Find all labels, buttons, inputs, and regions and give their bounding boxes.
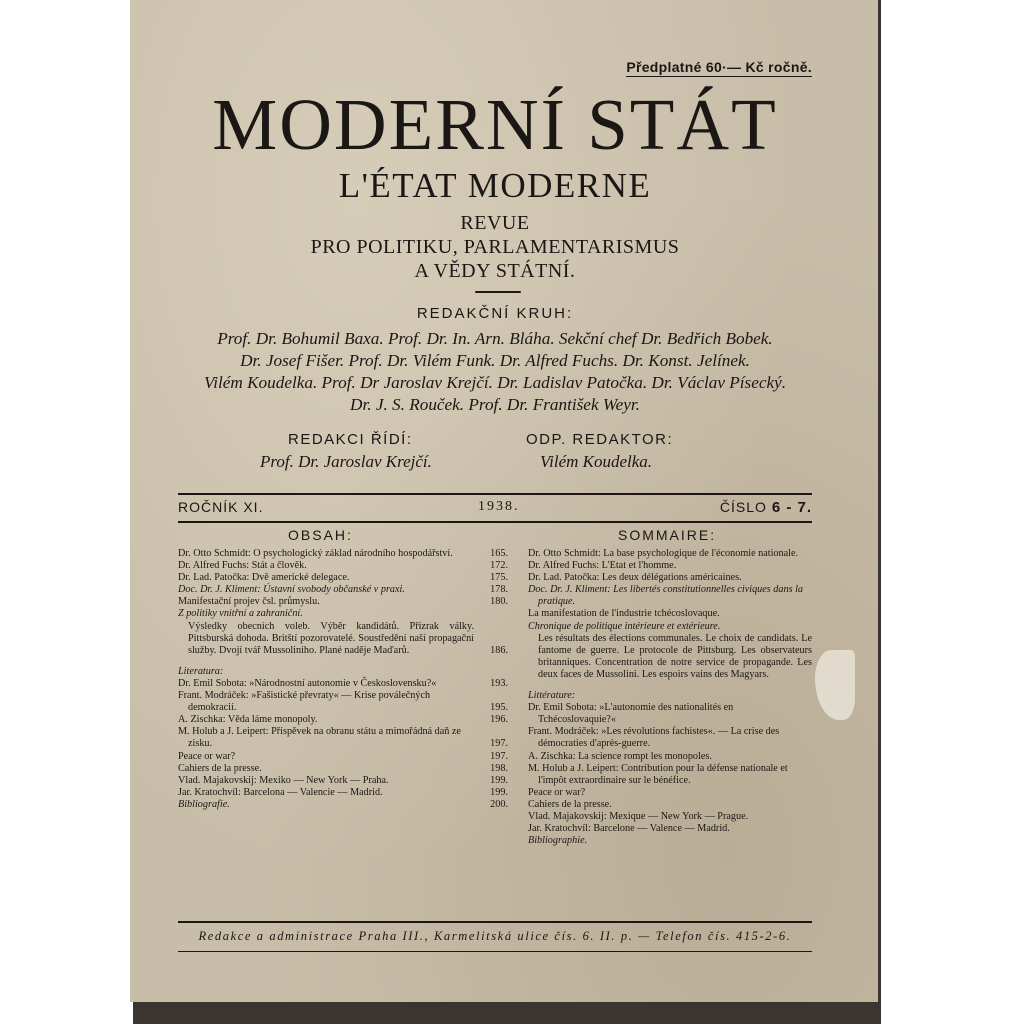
toc-entry: Jar. Kratochvíl: Barcelona — Valencie — Madrid. 199. [178,786,508,798]
journal-description [178,211,812,283]
managing-editor-label: REDAKCI ŘÍDÍ: [288,431,413,448]
page-number: 199. [490,786,508,798]
page-number: 196. [490,714,508,726]
volume: ROČNÍK XI. [178,499,264,515]
toc-entry: Dr. Alfred Fuchs: L'Etat et l'homme. [528,560,677,572]
issue-number [720,499,812,516]
ornament-dash [475,291,521,293]
responsible-editor-name: Vilém Koudelka. [540,452,653,471]
issue-number-value: 6 - 7. [771,499,812,516]
toc-entry: Dr. Emil Sobota: »Národnostní autonomie v Československu?« 193. [178,677,508,689]
toc-entry: Vlad. Majakovskij: Mexique — New York — Prague. [528,810,749,822]
toc-entry: Dr. Alfred Fuchs: Stát a člověk. 172. [178,560,508,572]
toc-entry: Vlad. Majakovskij: Mexiko — New York — Praha. 199. [178,774,508,786]
year: 1938. [478,499,520,514]
board-line: Vilém Koudelka. Prof. Dr Jaroslav Krejčí. Dr. Ladislav Patočka. Dr. Václav Písecký. [203,373,787,392]
toc-entry: Peace or war? [528,786,586,798]
rule-top [178,493,812,495]
page-number: 172. [490,560,508,572]
toc-entry: M. Holub a J. Leipert: Příspěvek na obranu státu a mimořádná daň ze zisku. 197. [178,726,508,750]
toc-entry: A. Zischka: Věda láme monopoly. 196. [178,714,508,726]
page-number: 199. [490,774,508,786]
toc-entry: Dr. Otto Schmidt: O psychologický základ národního hospodářství. 165. [178,548,508,559]
subscription-price: Předplatné 60·— Kč ročně. [626,59,812,75]
page-number: 195. [490,702,508,714]
issue-info [178,499,812,519]
issue-number-label: ČÍSLO [719,499,767,515]
page-number: 197. [490,750,508,762]
page-number: 197. [490,738,508,750]
revue-line: PRO POLITIKU, PARLAMENTARISMUS [310,236,680,258]
torn-corner [815,650,855,720]
editorial-board-heading: REDAKČNÍ KRUH: [416,305,574,322]
toc-entry: Dr. Lad. Patočka: Dvě americké delegace. 175. [178,572,508,584]
toc-entry: Jar. Kratochvíl: Barcelone — Valence — Madrid. [528,823,730,835]
toc-french [528,548,812,847]
page-number: 175. [490,572,508,584]
journal-title: MODERNÍ STÁT [212,84,778,165]
board-line: Prof. Dr. Bohumil Baxa. Prof. Dr. In. Arn. Bláha. Sekční chef Dr. Bedřich Bobek. [217,329,773,348]
page-number: 178. [490,584,508,596]
responsible-editor-label: ODP. REDAKTOR: [526,431,674,448]
toc-heading-cz: OBSAH: [288,527,353,543]
responsible-editor [526,430,826,474]
toc-entry: Dr. Emil Sobota: »L'autonomie des nationalités en Tchécoslovaquie?« [528,702,734,726]
toc-czech [178,548,508,811]
toc-entry: Dr. Otto Schmidt: La base psychologique de l'économie nationale. [528,548,799,559]
toc-entry: Frant. Modráček: »Fašistické převraty« — Krise poválečných demokracií. 195. [178,690,508,714]
toc-entry: Bibliographie. [528,835,588,847]
literature-heading: Littérature: [528,690,576,702]
toc-entry: Dr. Lad. Patočka: Les deux délégations américaines. [528,572,742,584]
toc-entry: Doc. Dr. J. Kliment: Les libertés constitutionnelles civiques dans la pratique. [528,584,804,608]
editorial-board [178,328,812,416]
footer-rule-bottom [178,951,812,952]
board-line: Dr. J. S. Rouček. Prof. Dr. František Weyr. [350,395,640,414]
toc-entry: Cahiers de la presse. 198. [178,762,508,774]
toc-entry: La manifestation de l'industrie tchécoslovaque. [528,608,720,620]
publisher-address: Redakce a administrace Praha III., Karmelitská ulice čís. 6. II. p. — Telefon čís. 415-2-6. [198,929,792,943]
footer-rule-top [178,921,812,923]
toc-entry: A. Zischka: La science rompt les monopoles. [528,750,712,762]
toc-entry: Doc. Dr. J. Kliment: Ústavní svobody občanské v praxi. 178. [178,584,508,596]
toc-entry: Chronique de politique intérieure et extérieure. Les résultats des élections communales. Le choix de candidats. Le fantome de guerre. Le protocole de Pittsburg. Les observateurs britanniques. Concentration de notre service de propagande. Les deux faces de Mussolini. Les espoirs vains des Magyars. [528,620,812,680]
toc-entry: Manifestační projev čsl. průmyslu. 180. [178,596,508,608]
toc-entry: Cahiers de la presse. [528,798,612,810]
toc-entry: Bibliografie. 200. [178,798,508,810]
managing-editor-name: Prof. Dr. Jaroslav Krejčí. [260,452,432,471]
page-number: 200. [490,798,508,810]
literature-heading: Literatura: [178,665,224,677]
toc-heading-fr: SOMMAIRE: [618,527,717,543]
toc-entry: Peace or war? 197. [178,750,508,762]
magazine-cover [130,0,878,1002]
page-number: 198. [490,762,508,774]
page-number: 193. [490,677,508,689]
journal-subtitle: L'ÉTAT MODERNE [338,166,652,205]
page-number: 180. [490,596,508,608]
page-number: 165. [490,548,508,559]
toc-entry: Z politiky vnitřní a zahraniční. Výsledky obecních voleb. Výběr kandidátů. Přízrak války. Pittsburská dohoda. Britští pozorovatelé. Soustředění naší propagační služby. Dvojí tvář Mussoliniho. Plané naděje Maďarů. 186. [178,608,508,656]
revue-line: A VĚDY STÁTNÍ. [414,260,576,282]
revue-line: REVUE [460,212,530,234]
toc-entry: M. Holub a J. Leipert: Contribution pour la défense nationale et l'impôt extraordinaire sur le bénéfice. [528,762,788,786]
board-line: Dr. Josef Fišer. Prof. Dr. Vilém Funk. Dr. Alfred Fuchs. Dr. Konst. Jelínek. [240,351,750,370]
rule-bottom [178,521,812,523]
page-number: 186. [490,644,508,656]
toc-entry: Frant. Modráček: »Les révolutions fachistes«. — La crise des démocraties d'après-guerre. [528,726,780,750]
